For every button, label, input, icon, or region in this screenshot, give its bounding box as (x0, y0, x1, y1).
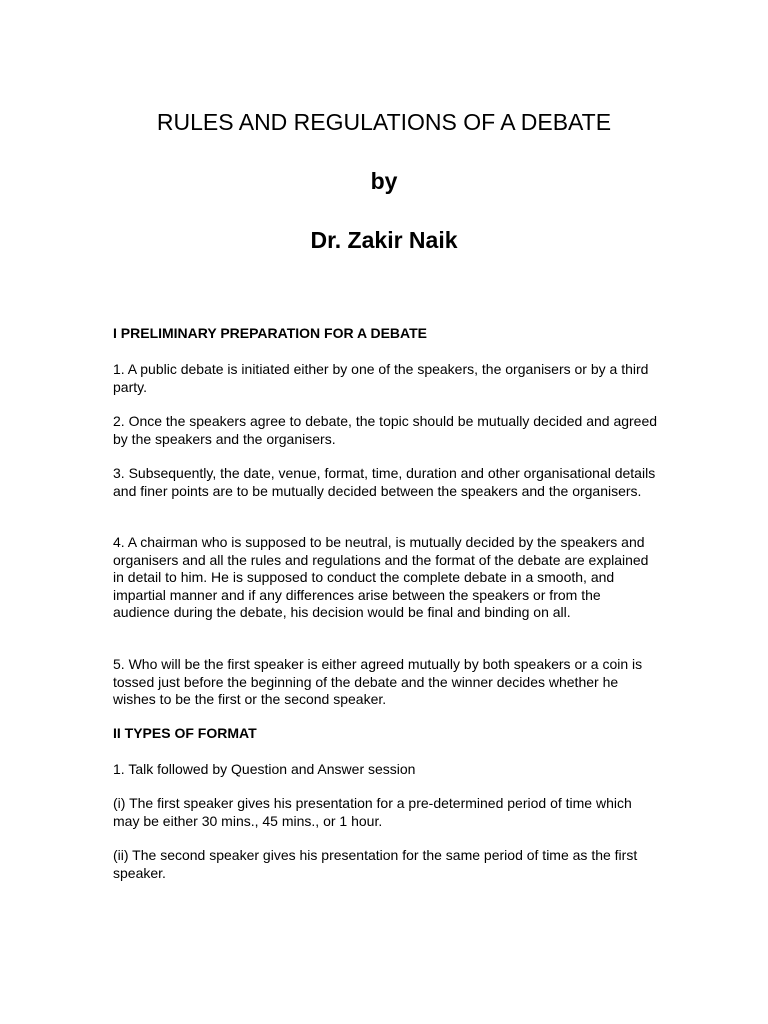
paragraph: 4. A chairman who is supposed to be neutral, is mutually decided by the speakers and organisers and all the rules and regulations and the format of the debate are explained in detail to him. He is supposed to conduct the complete debate in a smooth, and impartial manner and if any differences arise between the speakers or from the audience during the debate, his decision would be final and binding on all. (113, 534, 649, 620)
by-line: by (370, 168, 398, 194)
paragraph: 1. A public debate is initiated either by one of the speakers, the organisers or by a third party. (113, 361, 649, 395)
paragraph: (ii) The second speaker gives his presentation for the same period of time as the first speaker. (113, 847, 638, 881)
paragraph: 2. Once the speakers agree to debate, the topic should be mutually decided and agreed by the speakers and the organisers. (113, 413, 658, 447)
author-name: Dr. Zakir Naik (310, 227, 458, 253)
paragraph: 5. Who will be the first speaker is either agreed mutually by both speakers or a coin is tossed just before the beginning of the debate and the winner decides whether he wishes to be the first or the second speaker. (113, 656, 643, 707)
paragraph: 1. Talk followed by Question and Answer session (113, 761, 416, 777)
paragraph: (i) The first speaker gives his presentation for a pre-determined period of time which may be either 30 mins., 45 mins., or 1 hour. (113, 795, 632, 829)
section-heading-types-of-format: II TYPES OF FORMAT (113, 725, 257, 741)
paragraph: 3. Subsequently, the date, venue, format, time, duration and other organisational details and finer points are to be mutually decided between the speakers and the organisers. (113, 465, 656, 499)
section-heading-preliminary: I PRELIMINARY PREPARATION FOR A DEBATE (113, 325, 427, 341)
document-title: RULES AND REGULATIONS OF A DEBATE (156, 109, 612, 135)
